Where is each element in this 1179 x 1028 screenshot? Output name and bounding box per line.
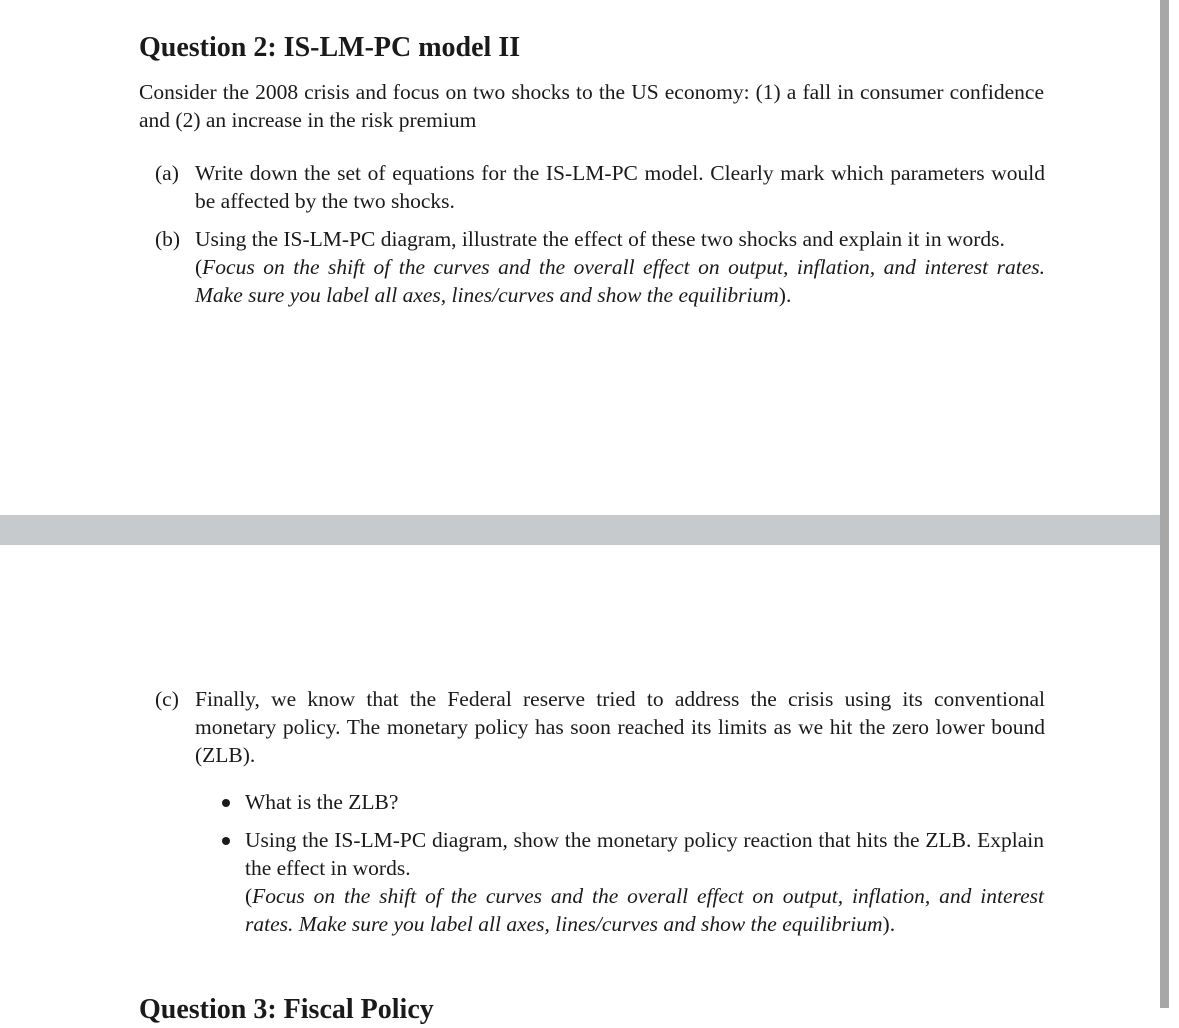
part-b-label: (b): [155, 227, 181, 251]
bullet-text: What is the ZLB?: [245, 790, 399, 814]
bullet-item: [222, 788, 1044, 816]
bullet-text: Using the IS-LM-PC diagram, show the monetary policy reaction that hits the ZLB. Explain the effect in words.: [245, 828, 1044, 880]
part-a-label: (a): [155, 161, 179, 185]
part-b-note: (Focus on the shift of the curves and the overall effect on output, inflation, and interest rates. Make sure you label all axes, lines/curves and show the equilibrium).: [195, 255, 1045, 307]
part-b-text: Using the IS-LM-PC diagram, illustrate the effect of these two shocks and explain it in words.: [195, 227, 1005, 251]
question-title: Question 2: IS-LM-PC model II: [139, 32, 521, 63]
part-c-label: (c): [155, 687, 179, 711]
part-a-text: Write down the set of equations for the IS-LM-PC model. Clearly mark which parameters would be affected by the two shocks.: [195, 161, 1045, 213]
scrollbar-thumb[interactable]: [1160, 0, 1169, 1008]
page-separator: [0, 515, 1179, 545]
bullet-item: [222, 826, 1044, 938]
part-a: [155, 159, 1045, 215]
bullet-icon: [222, 799, 230, 807]
part-c: [155, 685, 1045, 769]
part-c-text: Finally, we know that the Federal reserve tried to address the crisis using its conventional monetary policy. The monetary policy has soon reached its limits as we hit the zero lower bound (ZLB).: [195, 687, 1045, 767]
bullet-icon: [222, 837, 230, 845]
pdf-page-2: [0, 545, 1160, 1008]
pdf-page-1: [0, 0, 1160, 515]
part-b: [155, 225, 1045, 309]
bullet-note: (Focus on the shift of the curves and the overall effect on output, inflation, and interest rates. Make sure you label all axes, lines/curves and show the equilibrium).: [245, 884, 1044, 936]
next-question-title: Question 3: Fiscal Policy: [139, 994, 434, 1025]
question-intro: Consider the 2008 crisis and focus on two shocks to the US economy: (1) a fall in consumer confidence and (2) an increase in the risk premium: [139, 80, 1044, 132]
